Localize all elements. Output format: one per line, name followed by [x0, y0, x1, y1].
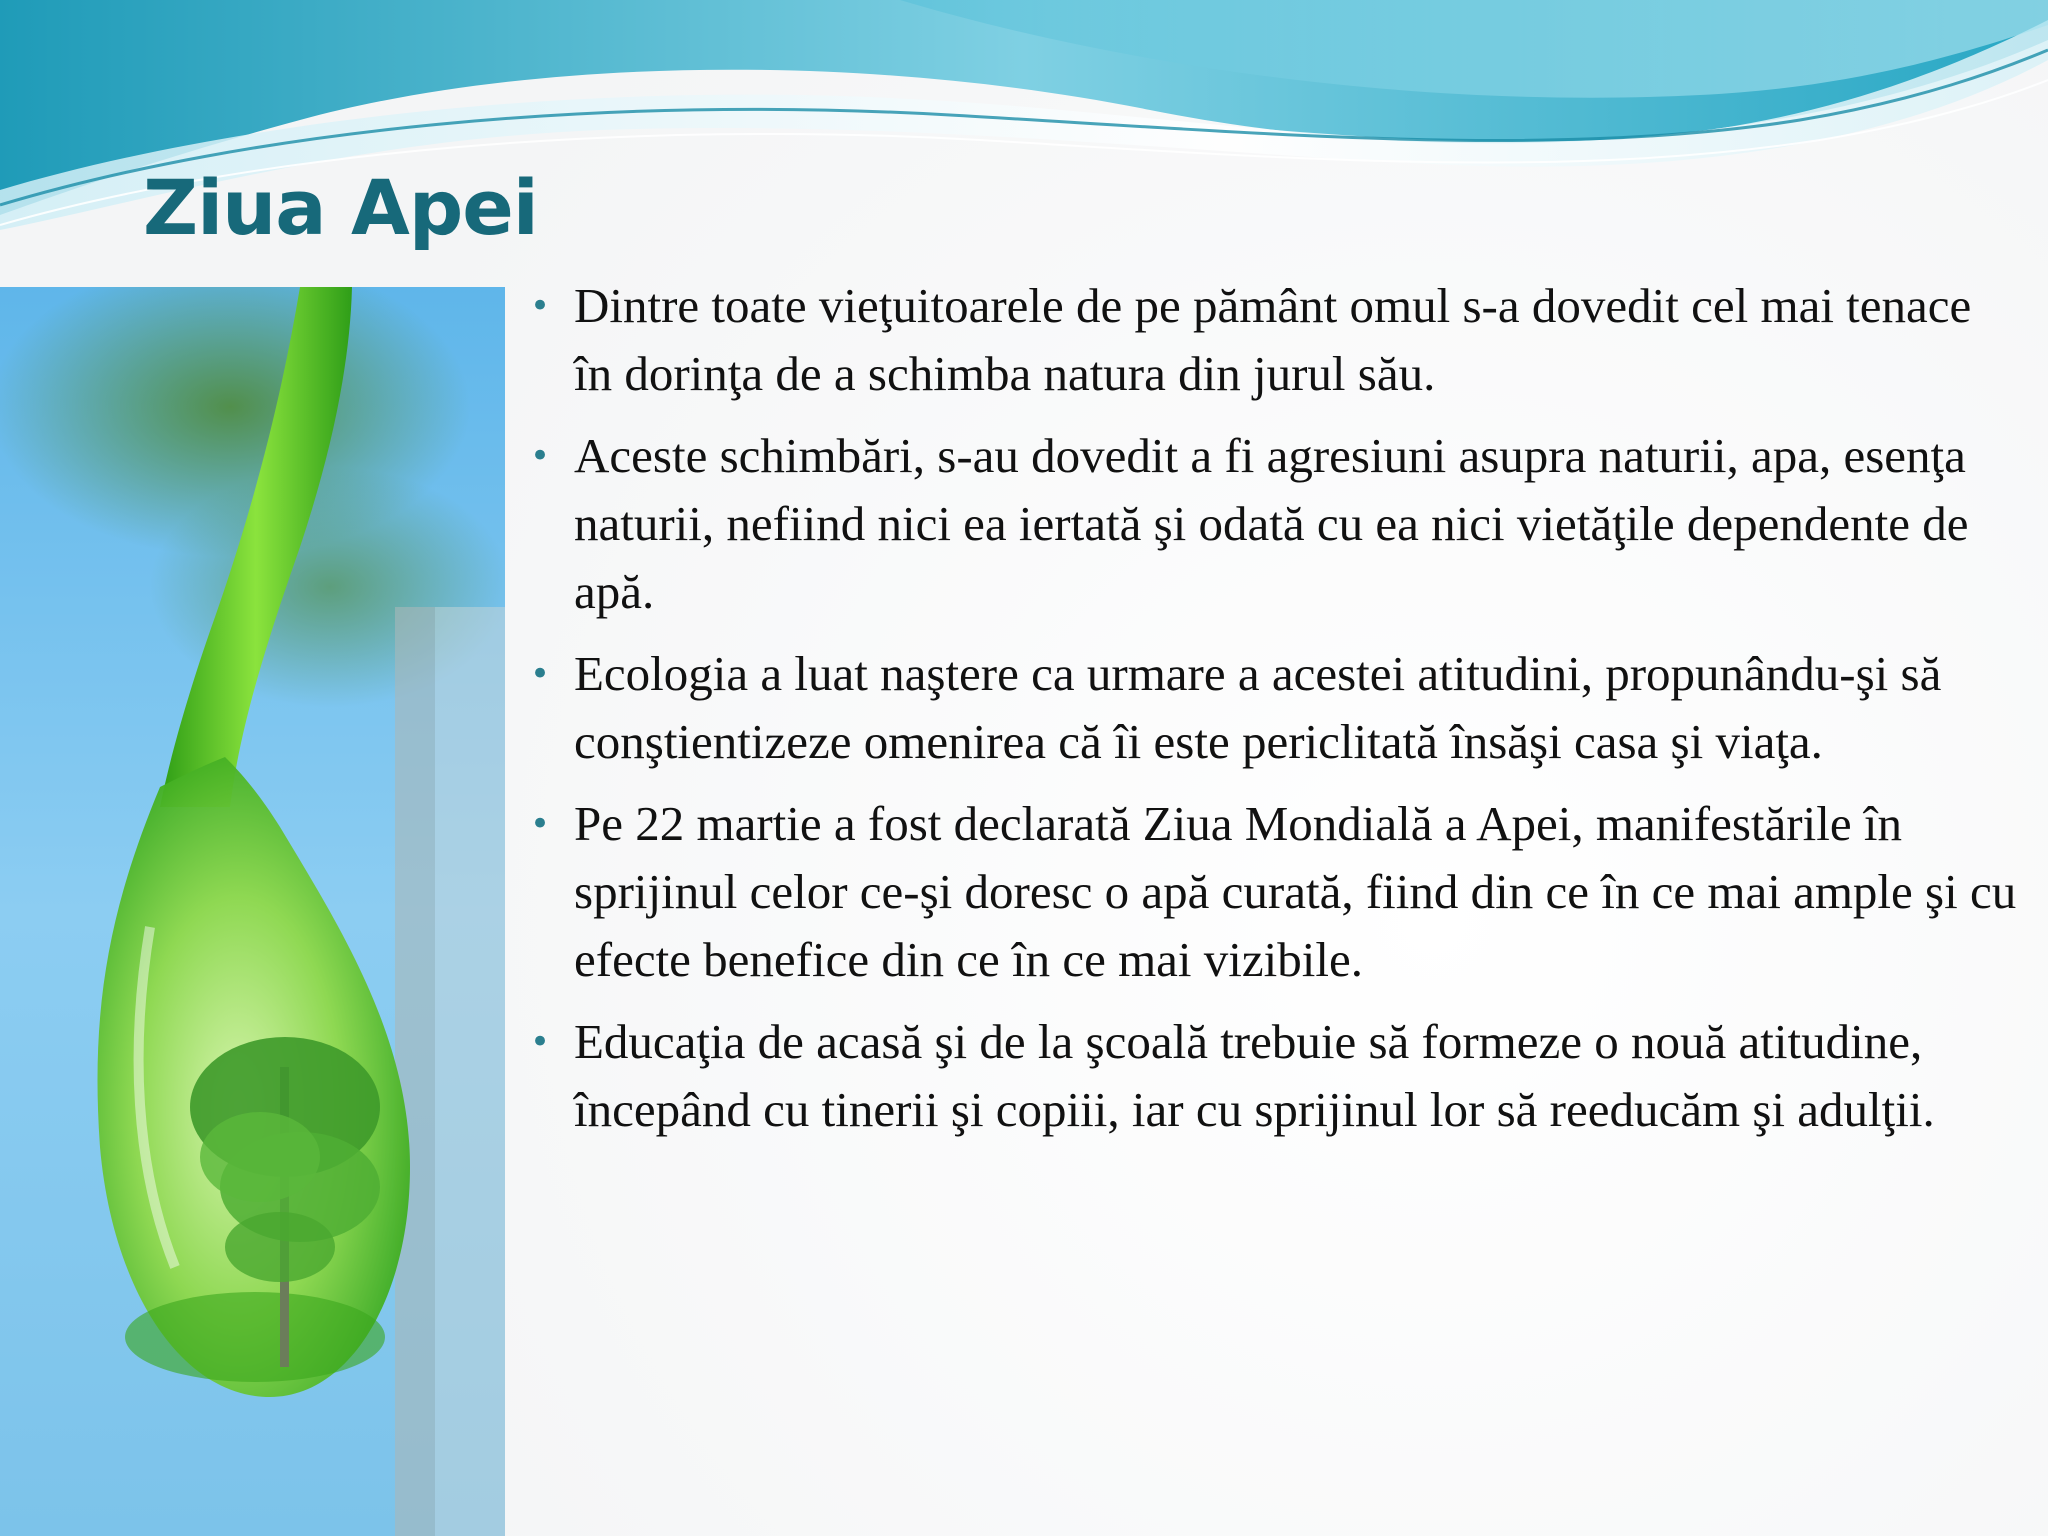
bullet-item [530, 790, 2020, 994]
bullet-dot-icon: • [530, 804, 551, 844]
bullet-text: Educaţia de acasă şi de la şcoală trebuie să formeze o nouă atitudine, începând cu tinerii şi copiii, iar cu sprijinul lor să reeducăm şi adulţii. [574, 1014, 1935, 1137]
bullet-item [530, 422, 2020, 626]
bullet-item [530, 272, 2020, 408]
bullet-text: Aceste schimbări, s-au dovedit a fi agresiuni asupra naturii, apa, esenţa naturii, nefiind nici ea iertată şi odată cu ea nici vietăţile dependente de apă. [574, 428, 1969, 619]
bullet-text: Dintre toate vieţuitoarele de pe pământ omul s-a dovedit cel mai tenace în dorinţa de a schimba natura din jurul său. [574, 278, 1972, 401]
bullet-text: Pe 22 martie a fost declarată Ziua Mondială a Apei, manifestările în sprijinul celor ce-şi doresc o apă curată, fiind din ce în ce mai ample şi cu efecte benefice din ce în ce mai vizibile. [574, 796, 2017, 987]
bullet-dot-icon: • [530, 436, 551, 476]
bullet-dot-icon: • [530, 654, 551, 694]
bullet-dot-icon: • [530, 286, 551, 326]
bullet-item [530, 1008, 2020, 1144]
bullet-text: Ecologia a luat naştere ca urmare a acestei atitudini, propunându-şi să conştientizeze omenirea că îi este periclitată însăşi casa şi viaţa. [574, 646, 1942, 769]
bullet-dot-icon: • [530, 1022, 551, 1062]
slide-title: Ziua Apei [143, 163, 538, 252]
bullet-item [530, 640, 2020, 776]
water-drop-with-tree-icon [0, 287, 505, 1536]
wave-header-decoration [0, 0, 2048, 300]
bullet-list [530, 272, 2020, 1158]
